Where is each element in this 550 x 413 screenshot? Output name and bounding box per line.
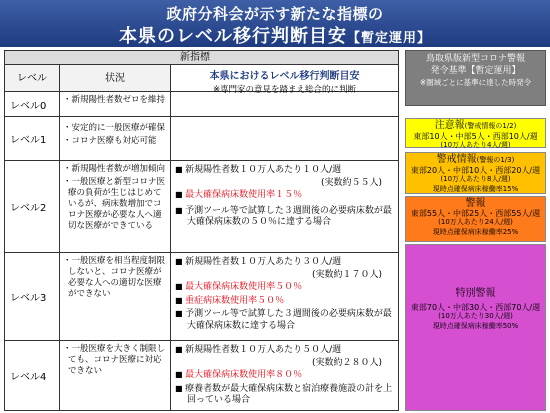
alert-line: 現時点確保病床稼働率50% <box>432 321 519 330</box>
alert-line: 現時点確保病床稼働率15% <box>432 184 519 193</box>
alert-line: (10万人あたり8人/週) <box>440 175 511 183</box>
title-banner <box>0 0 550 47</box>
alert-header-note: ※圏域ごとに基準に達した時発令 <box>419 78 532 87</box>
alert-line: 東部10人・中部5人・西部10人/週 <box>413 131 538 141</box>
column-header-level: レベル <box>5 65 60 92</box>
title-main: 本県のレベル移行判断目安 <box>118 26 347 47</box>
alert-line: 東部20人・中部10人・西部20人/週 <box>410 165 541 175</box>
criteria-item: ■ 予測ツール等で試算した３週間後の必要病床数が最大確保病床数に達する場合 <box>175 309 392 331</box>
status-cell <box>60 253 171 340</box>
level-table <box>4 50 399 411</box>
criteria-item: ■ 最大確保病床数使用率８０％ <box>175 370 303 380</box>
criteria-cell <box>171 117 398 160</box>
criteria-title: 本県におけるレベル移行判断目安 <box>209 71 360 82</box>
status-text: ・新規陽性者数ゼロを維持 <box>63 95 166 105</box>
status-cell <box>60 117 171 160</box>
criteria-item: ■ 最大確保病床数使用率１５％ <box>175 190 303 200</box>
criteria-item: ■ 新規陽性者数１０万人あたり５０人/週 <box>175 345 342 355</box>
title-tag: 【暫定運用】 <box>346 31 431 46</box>
status-text: ・一般医療と新型コロナ医療の負荷が生じはじめているが、病床数増加でコロナ医療が必要な人へ適切な医療ができている <box>63 177 166 231</box>
criteria-item: ■ 最大確保病床数使用率５０％ <box>175 282 303 292</box>
level-label: レベル2 <box>5 161 60 252</box>
alert-line: (10万人あたり30人/週) <box>438 312 513 320</box>
alert-line: (10万人あたり4人/週) <box>440 141 511 149</box>
criteria-count: (実数約１７０人) <box>311 269 382 280</box>
criteria-item: ■ 重症病床数使用率５０％ <box>175 295 285 306</box>
status-cell <box>60 161 171 252</box>
alert-title: 警報 <box>465 198 486 209</box>
criteria-item: ■ 新規陽性者数１０万人あたり１０人/週 <box>175 165 342 175</box>
alert-box-caution <box>405 118 546 148</box>
alert-title: 注意報(警戒情報の1/2) <box>434 120 517 131</box>
status-text: ・安定的に一般医療が確保 <box>63 123 166 133</box>
criteria-cell <box>171 253 398 340</box>
alert-box-special-warning <box>405 244 546 411</box>
alert-title: 警戒情報(警報の1/3) <box>436 154 515 165</box>
status-cell <box>60 92 171 116</box>
criteria-item: ■ 療養者数が最大確保病床数と宿泊療養施設の計を上回っている場合 <box>175 383 393 405</box>
criteria-count: (実数約２８０人) <box>311 357 382 368</box>
alert-header-line: 鳥取県版新型コロナ警報 <box>425 54 525 64</box>
level-label: レベル1 <box>5 117 60 160</box>
alert-box-warning <box>405 196 546 242</box>
criteria-count: (実数約５５人) <box>320 177 382 188</box>
alert-line: (10万人あたり24人/週) <box>438 218 513 226</box>
status-text: ・新規陽性者数が増加傾向 <box>63 164 166 174</box>
alert-line: 東部70人・中部30人・西部70人/週 <box>410 302 541 312</box>
alert-line: 東部55人・中部25人・西部55人/週 <box>410 208 541 218</box>
status-text: ・コロナ医療も対応可能 <box>63 136 157 146</box>
alert-header-line: 発令基準【暫定運用】 <box>430 65 521 76</box>
criteria-item: ■ 予測ツール等で試算した３週間後の必要病床数が最大確保病床数の５０％に達する場合 <box>175 205 392 227</box>
column-header-status: 状況 <box>60 65 171 92</box>
criteria-cell <box>171 341 398 410</box>
alert-title: 特別警報 <box>455 288 496 299</box>
status-text: ・一般医療を大きく制限しても、コロナ医療に対応できない <box>63 344 166 376</box>
alert-standard-header <box>405 50 546 106</box>
criteria-cell <box>171 161 398 252</box>
alert-box-warning-info <box>405 152 546 194</box>
level-label: レベル0 <box>5 92 60 116</box>
alert-line: 現時点確保病床稼働率25% <box>432 227 519 236</box>
column-header-criteria <box>171 65 398 95</box>
status-cell <box>60 341 171 410</box>
table-row <box>5 341 398 410</box>
level-label: レベル4 <box>5 341 60 410</box>
level-label: レベル3 <box>5 253 60 340</box>
table-caption: 新指標 <box>180 52 210 63</box>
criteria-cell <box>171 92 398 116</box>
title-line-1: 政府分科会が示す新たな指標の <box>166 5 384 23</box>
status-text: ・一般医療を相当程度制限しないと、コロナ医療が必要な人への適切な医療ができない <box>63 256 166 299</box>
table-row <box>5 92 398 117</box>
criteria-item: ■ 新規陽性者数１０万人あたり３０人/週 <box>175 257 342 267</box>
table-row <box>5 161 398 253</box>
table-row <box>5 117 398 161</box>
title-line-2 <box>0 22 550 48</box>
criteria-note: ※専門家の意見を踏まえ総合的に判断 <box>212 85 357 95</box>
table-row <box>5 253 398 341</box>
table-top-bar <box>5 51 398 65</box>
